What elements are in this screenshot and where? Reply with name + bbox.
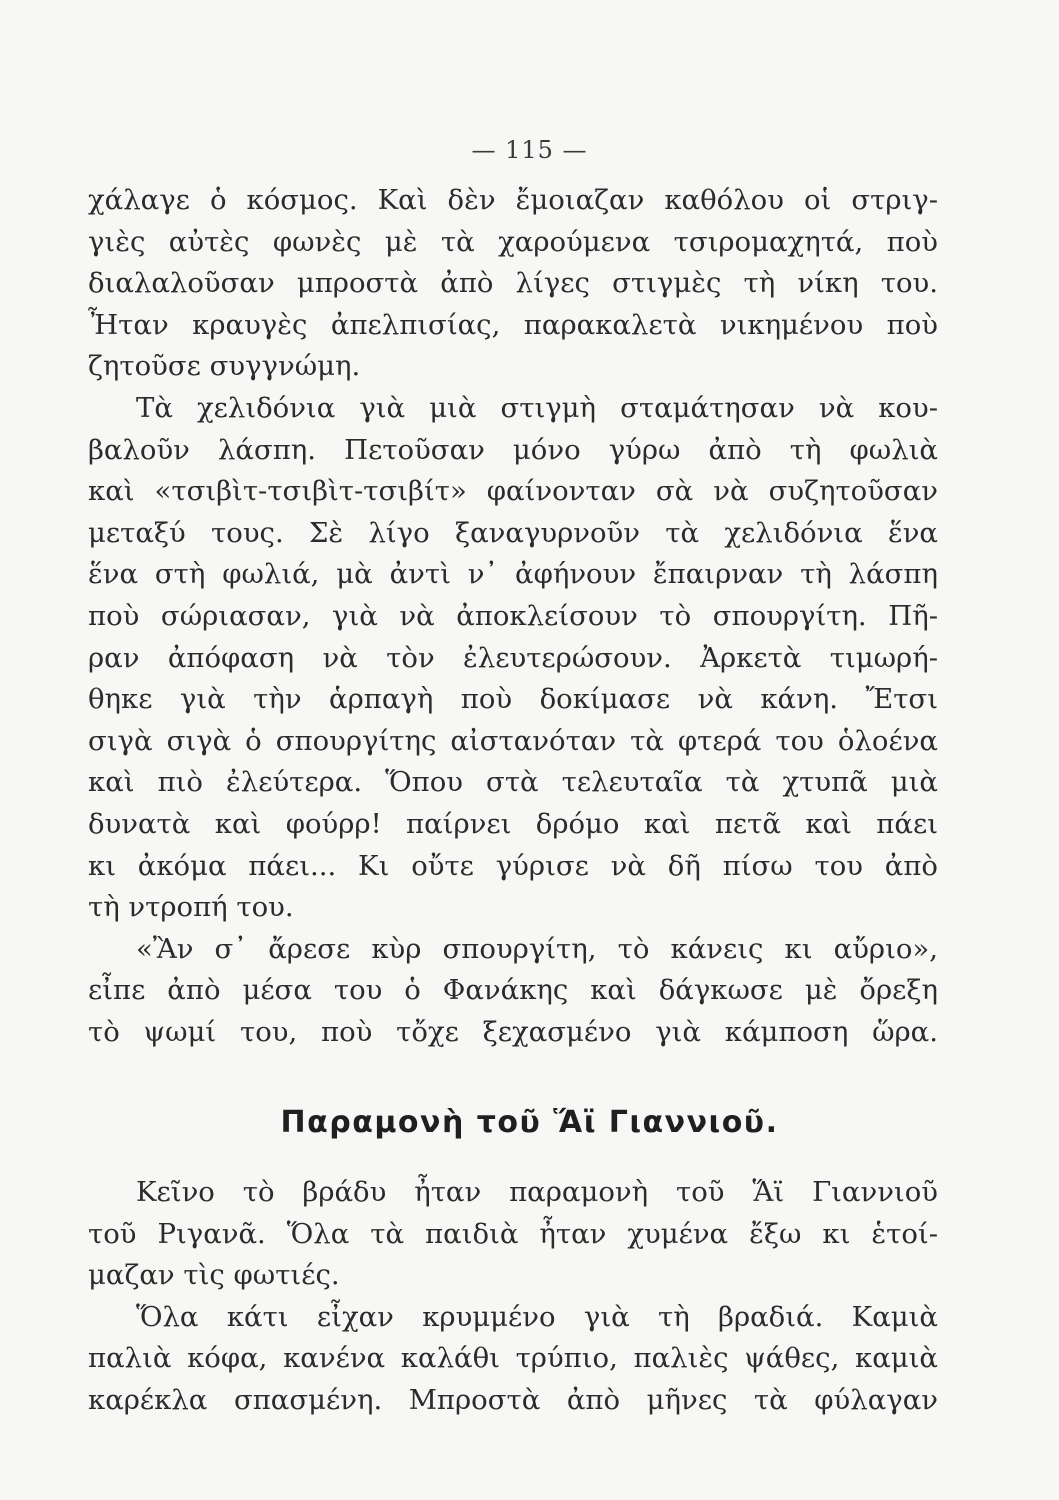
body-text-top bbox=[88, 180, 938, 1053]
text-line: καρέκλα σπασμένη. Μπροστὰ ἀπὸ μῆνες τὰ φύλαγαν bbox=[88, 1383, 938, 1416]
text-line: καὶ πιὸ ἐλεύτερα. Ὅπου στὰ τελευταῖα τὰ χτυπᾶ μιὰ bbox=[88, 766, 938, 799]
text-line: ἕνα στὴ φωλιά, μὰ ἀντὶ ν᾽ ἀφήνουν ἔπαιρναν τὴ λάσπη bbox=[88, 558, 938, 591]
text-line: σιγὰ σιγὰ ὁ σπουργίτης αἰστανόταν τὰ φτερά του ὁλοένα bbox=[88, 724, 938, 757]
text-line: τὸ ψωμί του, ποὺ τὄχε ξεχασμένο γιὰ κάμποση ὥρα. bbox=[88, 1015, 938, 1048]
text-line: Ἦταν κραυγὲς ἀπελπισίας, παρακαλετὰ νικημένου ποὺ bbox=[88, 308, 938, 341]
text-line: παλιὰ κόφα, κανένα καλάθι τρύπιο, παλιὲς ψάθες, καμιὰ bbox=[88, 1342, 938, 1375]
text-line: χάλαγε ὁ κόσμος. Καὶ δὲν ἔμοιαζαν καθόλου οἱ στριγ- bbox=[88, 184, 938, 216]
text-line: ζητοῦσε συγγνώμη. bbox=[88, 350, 361, 383]
body-text-bottom bbox=[88, 1172, 938, 1422]
text-line: ποὺ σώριασαν, γιὰ νὰ ἀποκλείσουν τὸ σπουργίτη. Πῆ- bbox=[88, 599, 938, 632]
section-heading: Παραμονὴ τοῦ Ἅϊ Γιαννιοῦ. bbox=[280, 1105, 779, 1140]
text-line: μαζαν τὶς φωτιές. bbox=[88, 1259, 340, 1292]
page-number: — 115 — bbox=[471, 136, 588, 164]
text-line: Ὅλα κάτι εἶχαν κρυμμένο γιὰ τὴ βραδιά. Καμιὰ bbox=[136, 1300, 938, 1333]
text-line: Τὰ χελιδόνια γιὰ μιὰ στιγμὴ σταμάτησαν νὰ κου- bbox=[136, 391, 938, 424]
text-line: θηκε γιὰ τὴν ἁρπαγὴ ποὺ δοκίμασε νὰ κάνη. Ἔτσι bbox=[88, 683, 938, 716]
text-line: «Ἂν σ᾽ ἄρεσε κὺρ σπουργίτη, τὸ κάνεις κι αὔριο», bbox=[136, 932, 938, 965]
text-line: εἶπε ἀπὸ μέσα του ὁ Φανάκης καὶ δάγκωσε μὲ ὄρεξη bbox=[88, 974, 938, 1007]
text-line: δυνατὰ καὶ φούρρ! παίρνει δρόμο καὶ πετᾶ καὶ πάει bbox=[88, 807, 938, 840]
text-line: Κεῖνο τὸ βράδυ ἦταν παραμονὴ τοῦ Ἅϊ Γιαννιοῦ bbox=[136, 1176, 938, 1208]
text-line: γιὲς αὐτὲς φωνὲς μὲ τὰ χαρούμενα τσιρομαχητά, ποὺ bbox=[88, 225, 938, 258]
text-line: διαλαλοῦσαν μπροστὰ ἀπὸ λίγες στιγμὲς τὴ νίκη του. bbox=[88, 267, 938, 300]
text-line: κι ἀκόμα πάει... Κι οὔτε γύρισε νὰ δῆ πίσω του ἀπὸ bbox=[88, 849, 938, 882]
text-line: καὶ «τσιβὶτ-τσιβὶτ-τσιβίτ» φαίνονταν σὰ νὰ συζητοῦσαν bbox=[88, 475, 938, 508]
text-line: ραν ἀπόφαση νὰ τὸν ἐλευτερώσουν. Ἀρκετὰ τιμωρή- bbox=[88, 641, 938, 674]
text-line: μεταξύ τους. Σὲ λίγο ξαναγυρνοῦν τὰ χελιδόνια ἕνα bbox=[88, 516, 938, 549]
text-line: βαλοῦν λάσπη. Πετοῦσαν μόνο γύρω ἀπὸ τὴ φωλιὰ bbox=[88, 433, 938, 466]
text-line: τοῦ Ριγανᾶ. Ὅλα τὰ παιδιὰ ἦταν χυμένα ἔξω κι ἑτοί- bbox=[88, 1217, 938, 1250]
text-line: τὴ ντροπή του. bbox=[88, 891, 294, 924]
